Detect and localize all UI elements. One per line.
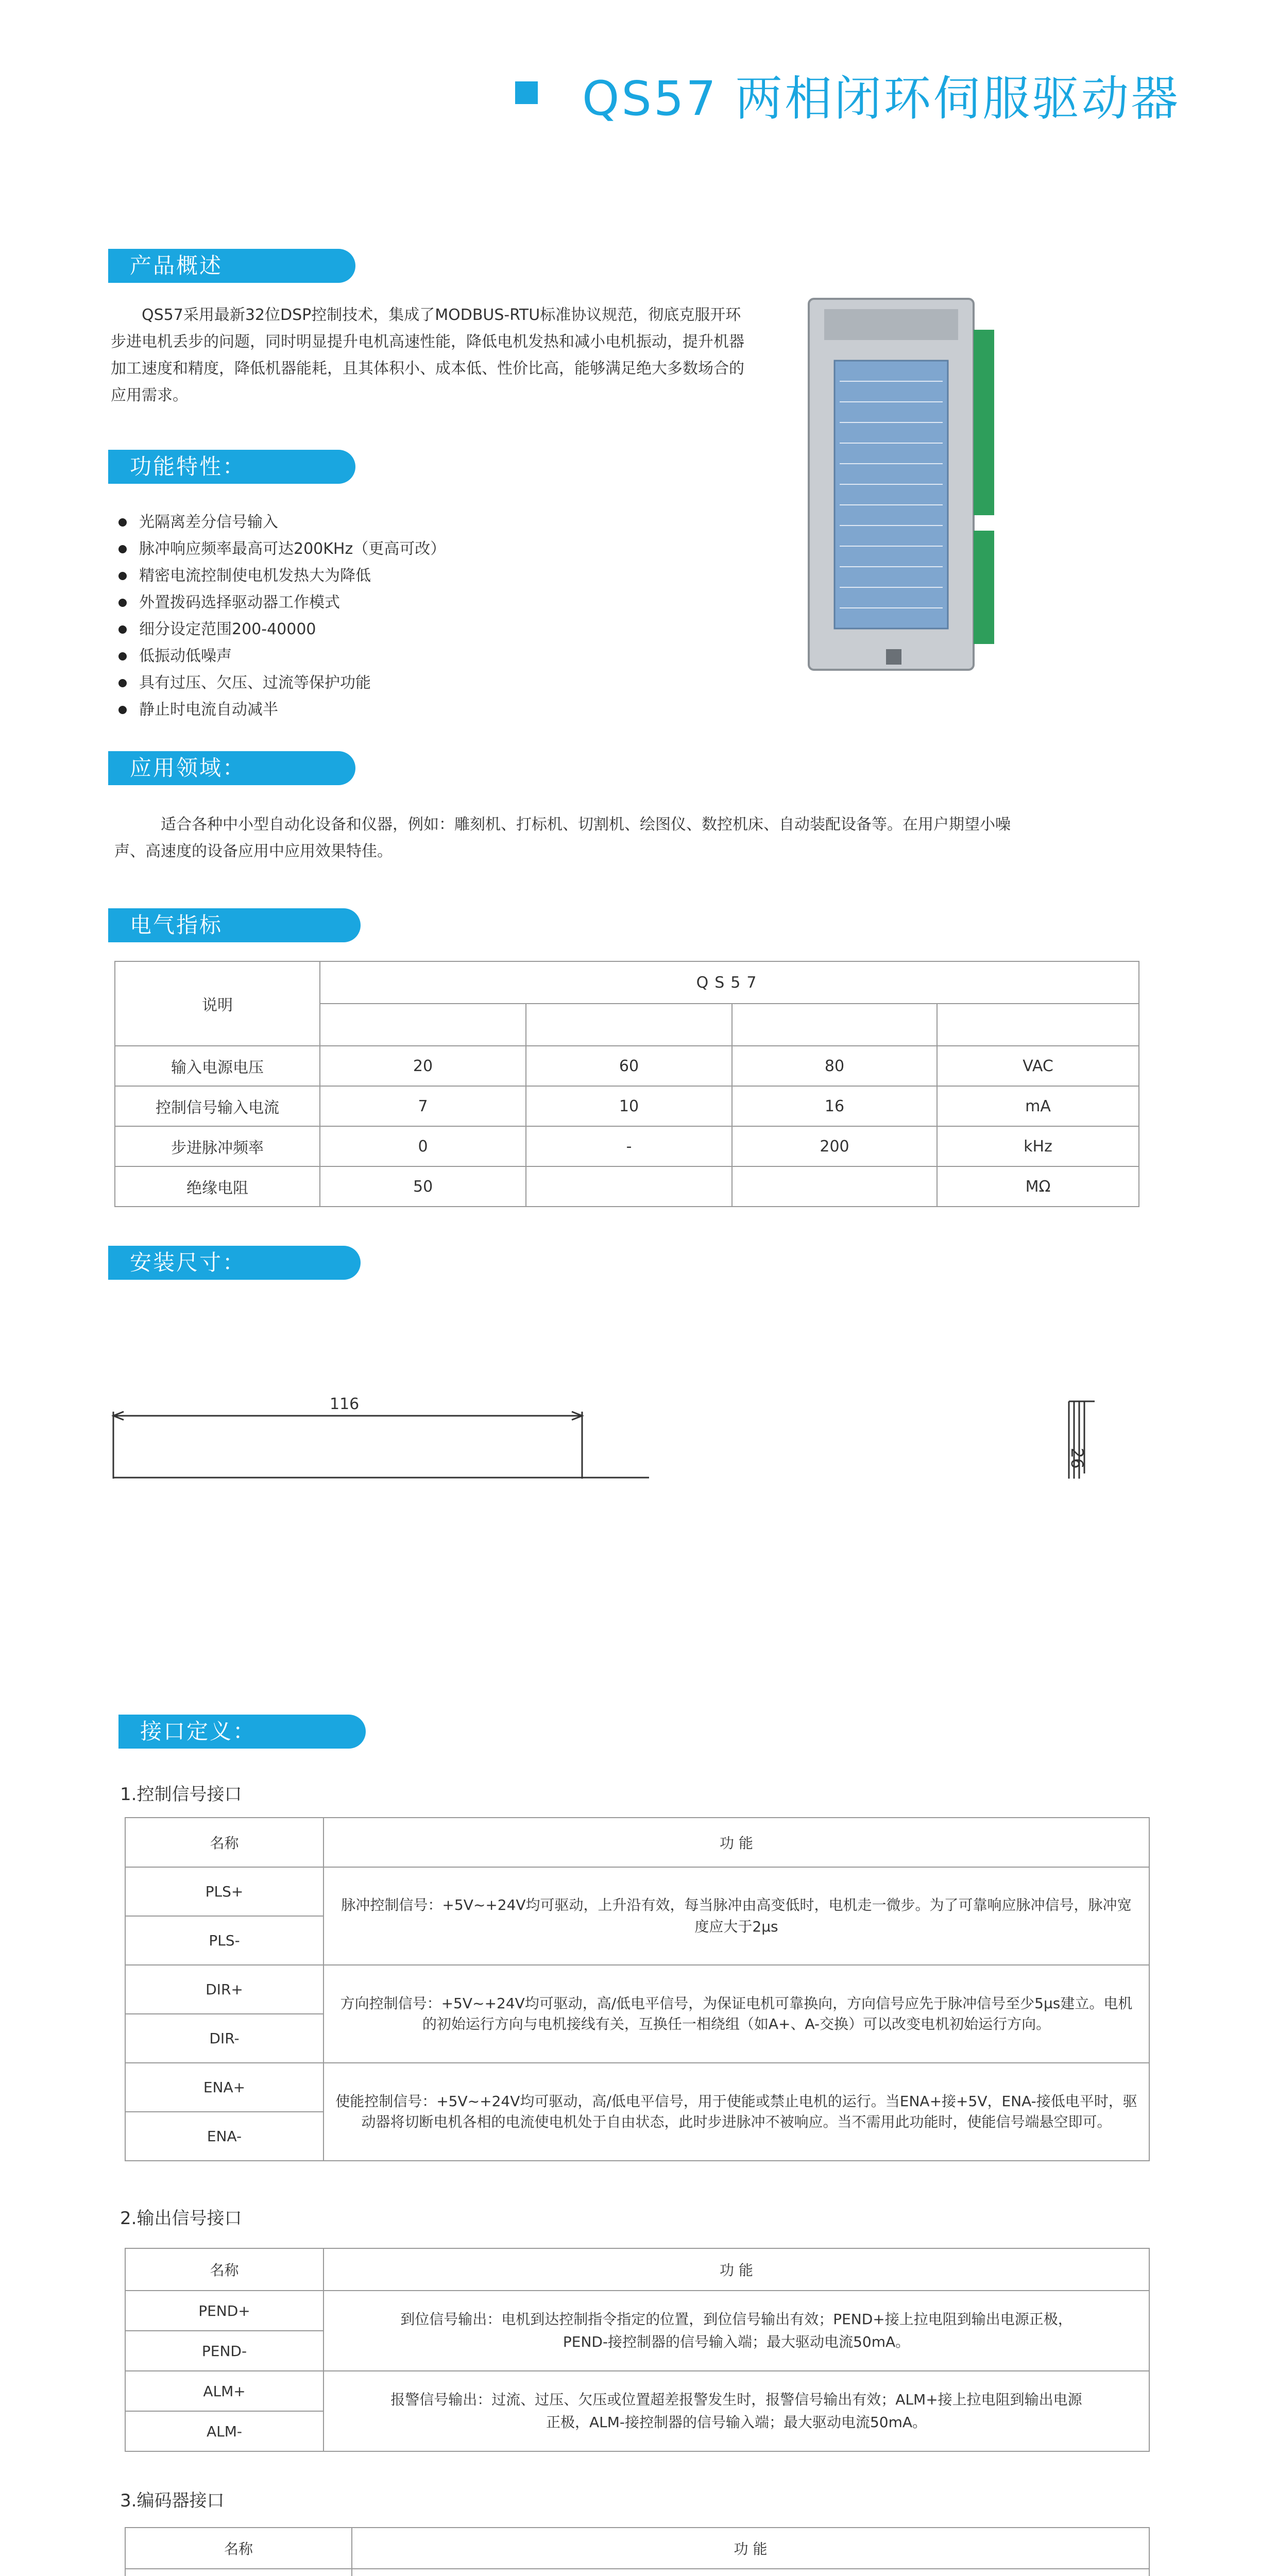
table-row: ALM- (125, 2411, 1149, 2451)
feature-item: 静止时电流自动减半 (118, 697, 446, 723)
dimension-width-label: 116 (330, 1395, 360, 1413)
title-square-icon (515, 81, 538, 104)
encoder-interface-title: 3.编码器接口 (120, 2490, 225, 2511)
dimension-drawing-front (103, 1391, 670, 1494)
feature-item: 细分设定范围200-40000 (118, 616, 446, 643)
overview-text: QS57采用最新32位DSP控制技术，集成了MODBUS-RTU标准协议规范，彻底克服开环步进电机丢步的问题，同时明显提升电机高速性能，降低电机发热和减小电机振动，提升机器加工速度和精度，降低机器能耗，且其体积小、成本低、性价比高，能够满足绝大多数场合的应用需求。 (111, 306, 744, 404)
overview-heading: 产品概述 (108, 249, 355, 283)
page-title: QS57 两相闭环伺服驱动器 (582, 71, 1181, 126)
feature-item: 脉冲响应频率最高可达200KHz（更高可改） (118, 536, 446, 563)
features-heading: 功能特性： (108, 450, 355, 484)
table-row: DIR+ 方向控制信号：+5V~+24V均可驱动，高/低电平信号，为保证电机可靠换向，方向信号应先于脉冲信号至少5μs建立。电机的初始运行方向与电机接线有关，互换任一相绕组（如A+、A-交换）可以改变电机初始运行方向。 (125, 1965, 1149, 2014)
dimension-height-label: 26 (1067, 1448, 1087, 1469)
table-row (125, 2569, 1149, 2576)
table-row: PEND- (125, 2331, 1149, 2371)
encoder-interface-table: 名称 功 能 (125, 2527, 1150, 2576)
dimensions-heading: 安装尺寸： (108, 1246, 361, 1280)
table-row: PEND+ 到位信号输出：电机到达控制指令指定的位置，到位信号输出有效；PEND+接上拉电阻到输出电源正极，PEND-接控制器的信号输入端；最大驱动电流50mA。 (125, 2291, 1149, 2331)
table-row: 输入电源电压 20 60 80 VAC (115, 1046, 1139, 1086)
feature-item: 光隔离差分信号输入 (118, 509, 446, 536)
table-row: 步进脉冲频率 0 - 200 kHz (115, 1126, 1139, 1166)
electrical-heading: 电气指标 (108, 908, 361, 942)
feature-item: 外置拨码选择驱动器工作模式 (118, 589, 446, 616)
interface-heading: 接口定义： (118, 1715, 366, 1749)
electrical-header-label: 说明 (115, 961, 320, 1046)
driver-device-image (804, 289, 999, 680)
control-interface-table: 名称 功 能 PLS+ 脉冲控制信号：+5V~+24V均可驱动，上升沿有效，每当脉冲由高变低时，电机走一微步。为了可靠响应脉冲信号，脉冲宽度应大于2μs PLS- DIR+ 方向控制信号：+5V~+24V均可驱动，高/低电平信号，为保证电机可靠换向，方向信号应先于脉冲信号至少5μs建立。电机的初始运行方向与电机接线有关，互换任一相绕组（如A+、A-交换）可以改变电机初始运行方向。 DIR- ENA+ 使能控制信号：+5V~+24V均可驱动，高/低电平信号，用于使能或禁止电机的运行。当ENA+接+5V，ENA-接低电平时，驱动器将切断电机各相的电流使电机处于自由状态，此时步进脉冲不被响应。当不需用此功能时，使能信号端悬空即可。 ENA- (125, 1817, 1150, 2161)
applications-heading: 应用领域： (108, 751, 355, 785)
electrical-table (114, 961, 1139, 1207)
table-row: PLS- (125, 1916, 1149, 1965)
table-row: ENA- (125, 2112, 1149, 2161)
table-row: DIR- (125, 2014, 1149, 2063)
table-row: ALM+ 报警信号输出：过流、过压、欠压或位置超差报警发生时，报警信号输出有效；ALM+接上拉电阻到输出电源正极，ALM-接控制器的信号输入端；最大驱动电流50mA。 (125, 2371, 1149, 2411)
table-row: ENA+ 使能控制信号：+5V~+24V均可驱动，高/低电平信号，用于使能或禁止电机的运行。当ENA+接+5V，ENA-接低电平时，驱动器将切断电机各相的电流使电机处于自由状态，此时步进脉冲不被响应。当不需用此功能时，使能信号端悬空即可。 (125, 2063, 1149, 2112)
dimension-drawing-side (1059, 1391, 1120, 1484)
feature-item: 精密电流控制使电机发热大为降低 (118, 563, 446, 589)
features-list (118, 509, 446, 723)
table-row: 控制信号输入电流 7 10 16 mA (115, 1086, 1139, 1126)
output-interface-table: 名称 功 能 PEND+ 到位信号输出：电机到达控制指令指定的位置，到位信号输出有效；PEND+接上拉电阻到输出电源正极，PEND-接控制器的信号输入端；最大驱动电流50mA。 PEND- ALM+ 报警信号输出：过流、过压、欠压或位置超差报警发生时，报警信号输出有效；ALM+接上拉电阻到输出电源正极，ALM-接控制器的信号输入端；最大驱动电流50mA。 ALM- (125, 2248, 1150, 2452)
table-row: 绝缘电阻 50 MΩ (115, 1166, 1139, 1207)
electrical-model: QS57 (320, 961, 1139, 1004)
output-interface-title: 2.输出信号接口 (120, 2208, 242, 2229)
table-row: PLS+ 脉冲控制信号：+5V~+24V均可驱动，上升沿有效，每当脉冲由高变低时，电机走一微步。为了可靠响应脉冲信号，脉冲宽度应大于2μs (125, 1867, 1149, 1916)
control-interface-title: 1.控制信号接口 (120, 1784, 242, 1805)
feature-item: 具有过压、欠压、过流等保护功能 (118, 670, 446, 697)
applications-text: 适合各种中小型自动化设备和仪器，例如：雕刻机、打标机、切割机、绘图仪、数控机床、自动装配设备等。在用户期望小噪声、高速度的设备应用中应用效果特佳。 (114, 816, 1011, 860)
feature-item: 低振动低噪声 (118, 643, 446, 670)
